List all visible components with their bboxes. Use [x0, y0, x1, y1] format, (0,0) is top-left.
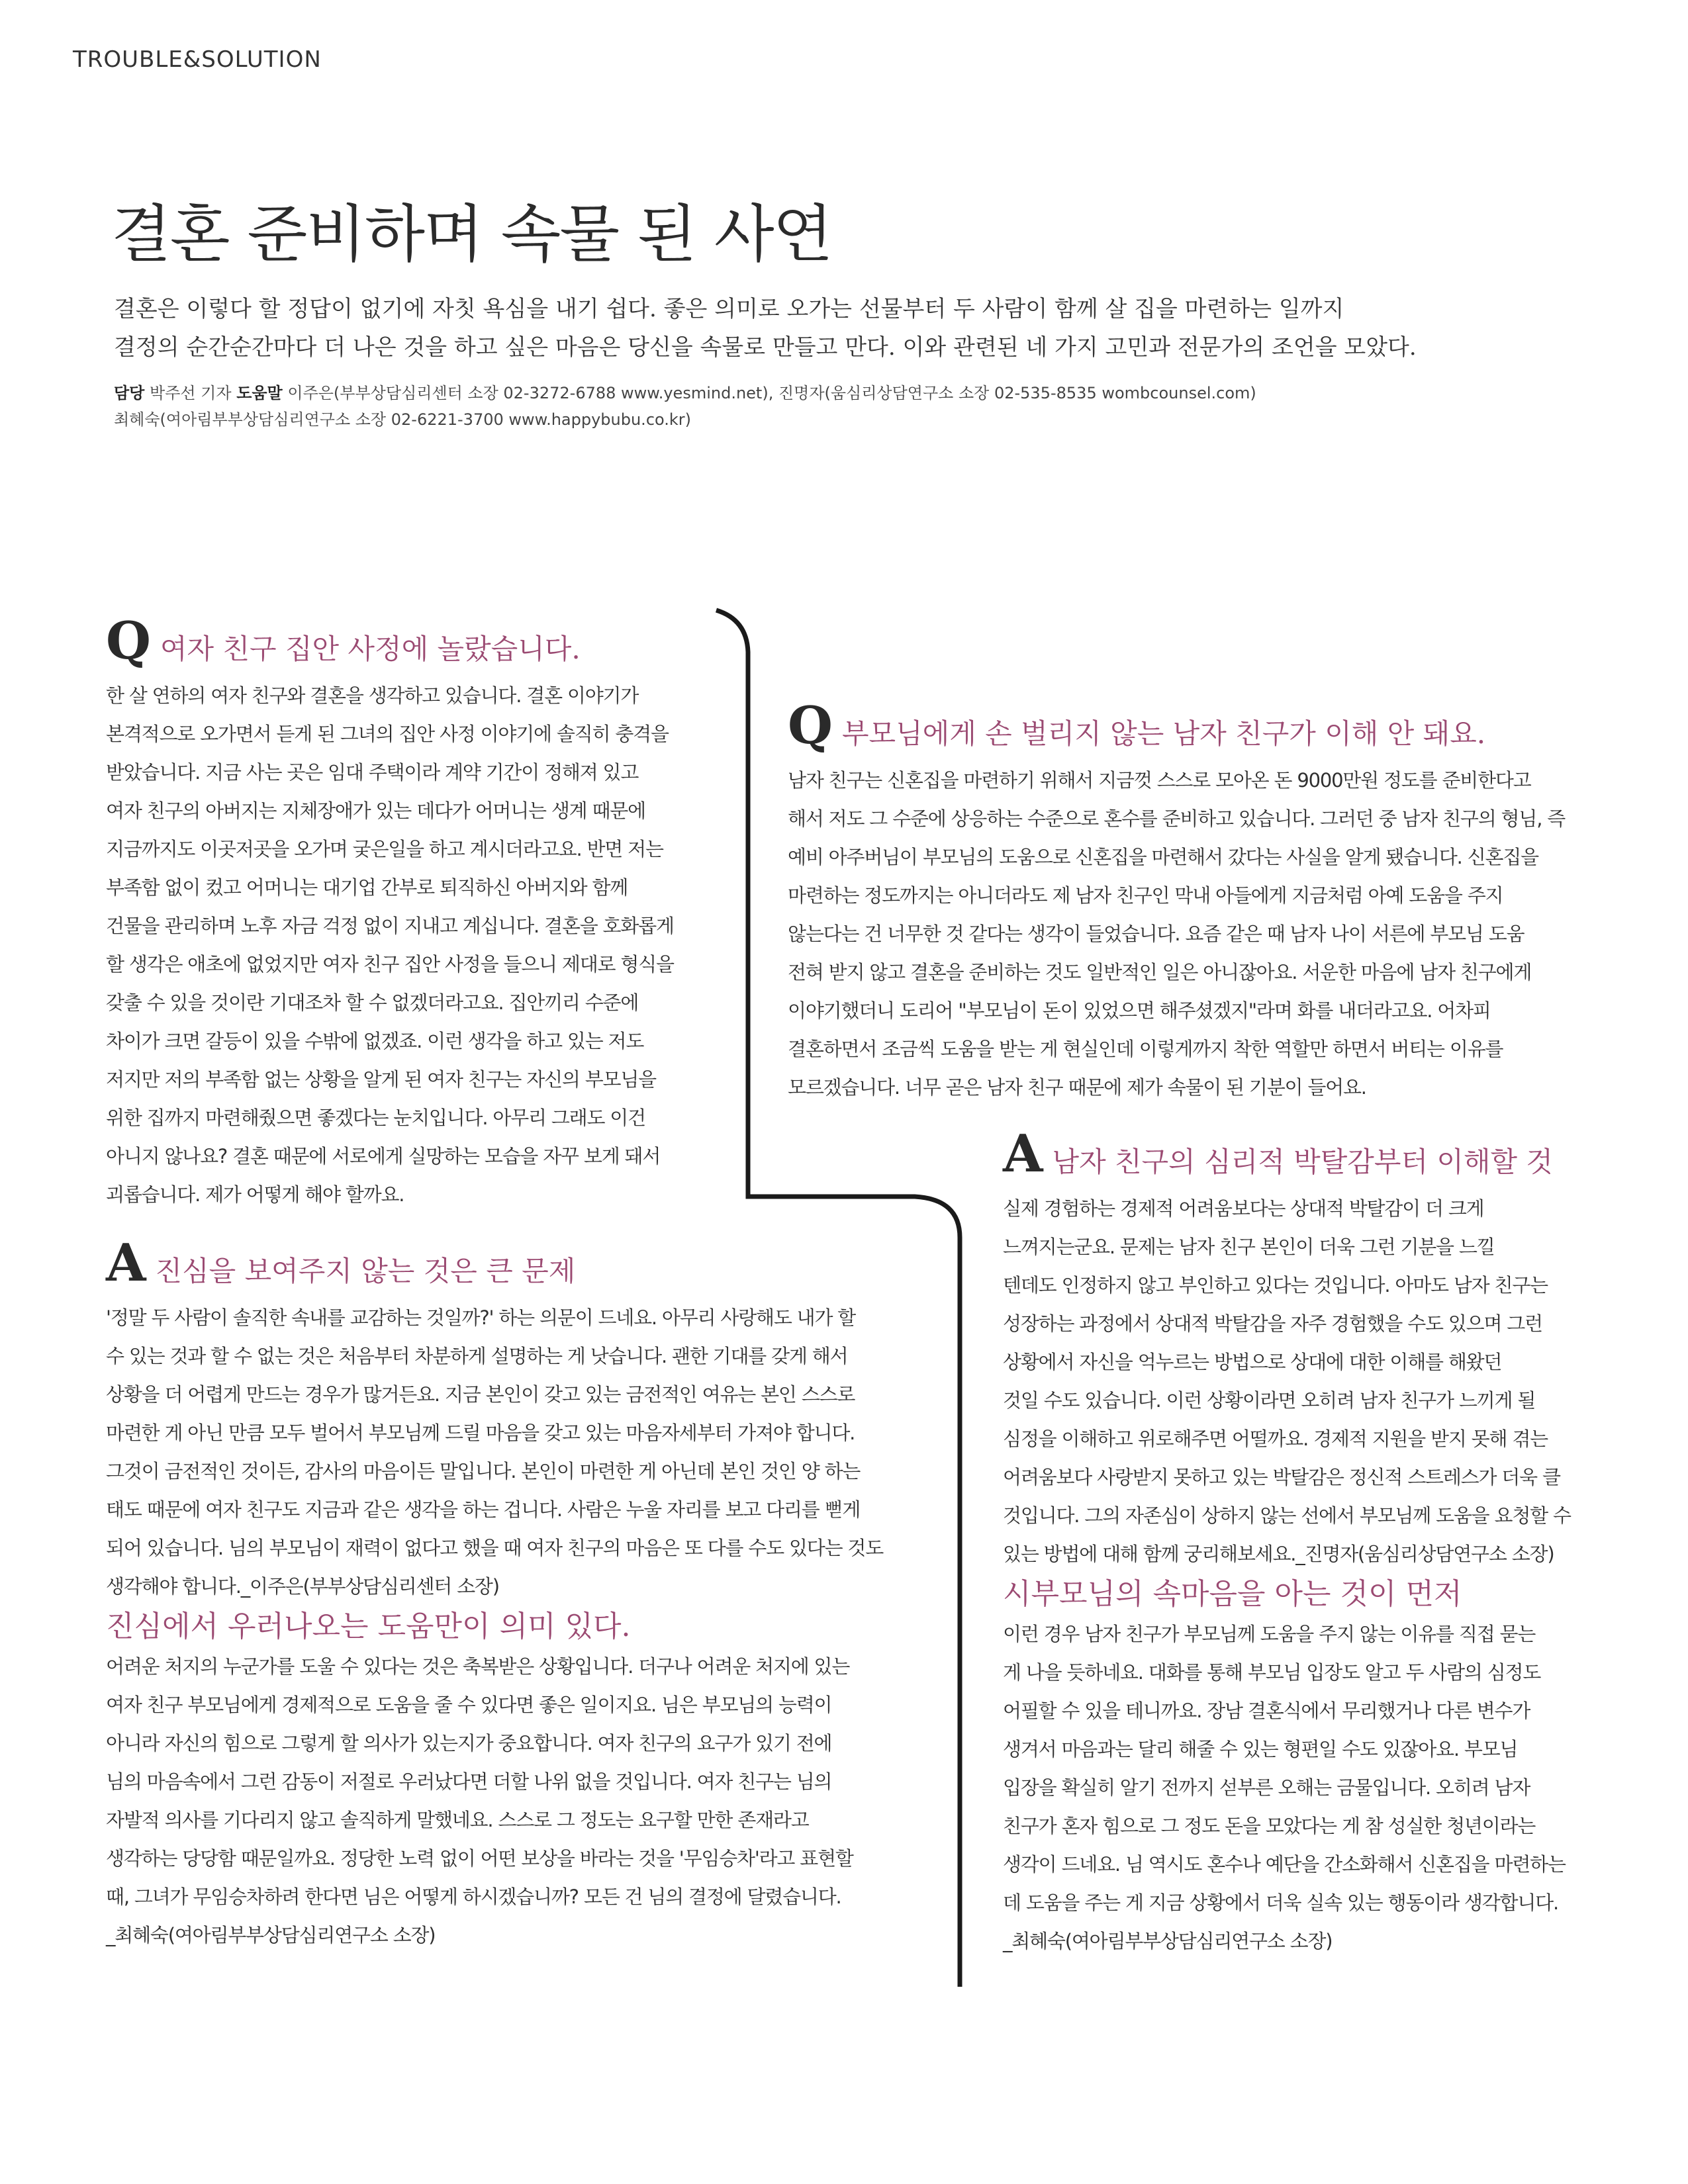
- body-line: 생겨서 마음과는 달리 해줄 수 있는 형편일 수도 있잖아요. 부모님: [1003, 1737, 1518, 1760]
- credits-editor: 박주선 기자: [144, 384, 237, 402]
- answer-1-title: 진심을 보여주지 않는 것은 큰 문제: [155, 1255, 576, 1287]
- question-2: [788, 696, 1566, 1107]
- body-line: 마련한 게 아닌 만큼 모두 벌어서 부모님께 드릴 마음을 갖고 있는 마음자세부터 가져야 합니다.: [106, 1422, 855, 1444]
- answer-1-subheading: 진심에서 우러나오는 도움만이 의미 있다.: [106, 1610, 631, 1643]
- body-line: 것일 수도 있습니다. 이런 상황이라면 오히려 남자 친구가 느끼게 될: [1003, 1389, 1536, 1412]
- question-2-heading: [788, 696, 1565, 756]
- answer-2-body-2: [1003, 1615, 1571, 1960]
- body-line: 친구가 혼자 힘으로 그 정도 돈을 모았다는 게 참 성실한 청년이라는: [1003, 1814, 1536, 1837]
- question-1-title: 여자 친구 집안 사정에 놀랐습니다.: [160, 633, 581, 665]
- question-marker: Q: [788, 696, 833, 756]
- body-line: 느껴지는군요. 문제는 남자 친구 본인이 더욱 그런 기분을 느낄: [1003, 1236, 1495, 1258]
- body-line: 이런 경우 남자 친구가 부모님께 도움을 주지 않는 이유를 직접 묻는: [1003, 1622, 1536, 1645]
- body-line: 갖출 수 있을 것이란 기대조차 할 수 없겠더라고요. 집안끼리 수준에: [106, 991, 639, 1014]
- answer-1-body: [106, 1298, 883, 1606]
- question-1: [106, 611, 674, 1214]
- body-line: 예비 아주버님이 부모님의 도움으로 신혼집을 마련해서 갔다는 사실을 알게 됐습니다. 신혼집을: [788, 846, 1538, 868]
- body-line: 그것이 금전적인 것이든, 감사의 마음이든 말입니다. 본인이 마련한 게 아닌데 본인 것인 양 하는: [106, 1460, 861, 1482]
- intro-line: 결혼은 이렇다 할 정답이 없기에 자칫 욕심을 내기 쉽다. 좋은 의미로 오가는 선물부터 두 사람이 함께 살 집을 마련하는 일까지: [114, 296, 1344, 322]
- body-line: 위한 집까지 마련해줬으면 좋겠다는 눈치입니다. 아무리 그래도 이건: [106, 1107, 645, 1129]
- body-line: 건물을 관리하며 노후 자금 걱정 없이 지내고 계십니다. 결혼을 호화롭게: [106, 915, 674, 937]
- body-line: 데 도움을 주는 게 지금 상황에서 더욱 실속 있는 행동이라 생각합니다.: [1003, 1891, 1558, 1914]
- body-line: 게 나을 듯하네요. 대화를 통해 부모님 입장도 알고 두 사람의 심정도: [1003, 1661, 1541, 1684]
- body-line: 지금까지도 이곳저곳을 오가며 궂은일을 하고 계시더라고요. 반면 저는: [106, 838, 663, 860]
- body-line: 마련하는 정도까지는 아니더라도 제 남자 친구인 막내 아들에게 지금처럼 아예 도움을 주지: [788, 884, 1503, 907]
- answer-1-heading: [106, 1233, 883, 1293]
- body-line: 모르겠습니다. 너무 곧은 남자 친구 때문에 제가 속물이 된 기분이 들어요.: [788, 1076, 1366, 1099]
- body-line: 자발적 의사를 기다리지 않고 솔직하게 말했네요. 스스로 그 정도는 요구할 만한 존재라고: [106, 1808, 809, 1831]
- body-line: 상황에서 자신을 억누르는 방법으로 상대에 대한 이해를 해왔던: [1003, 1351, 1502, 1373]
- question-2-body: [788, 761, 1565, 1107]
- body-line: 여자 친구 부모님에게 경제적으로 도움을 줄 수 있다면 좋은 일이지요. 님은 부모님의 능력이: [106, 1693, 832, 1716]
- body-line: 할 생각은 애초에 없었지만 여자 친구 집안 사정을 들으니 제대로 형식을: [106, 953, 674, 976]
- body-line: 부족함 없이 컸고 어머니는 대기업 간부로 퇴직하신 아버지와 함께: [106, 876, 628, 899]
- body-line: 저지만 저의 부족함 없는 상황을 알게 된 여자 친구는 자신의 부모님을: [106, 1068, 656, 1091]
- body-line: 있는 방법에 대해 함께 궁리해보세요._진명자(움심리상담연구소 소장): [1003, 1543, 1554, 1565]
- body-line: 해서 저도 그 수준에 상응하는 수준으로 혼수를 준비하고 있습니다. 그러던 중 남자 친구의 형님, 즉: [788, 807, 1566, 830]
- answer-2-body: [1003, 1189, 1571, 1573]
- body-line: 않는다는 건 너무한 것 같다는 생각이 들었습니다. 요즘 같은 때 남자 나이 서른에 부모님 도움: [788, 923, 1524, 945]
- body-line: 한 살 연하의 여자 친구와 결혼을 생각하고 있습니다. 결혼 이야기가: [106, 684, 639, 707]
- body-line: 어려운 처지의 누군가를 도울 수 있다는 것은 축복받은 상황입니다. 더구나 어려운 처지에 있는: [106, 1655, 850, 1678]
- body-line: 상황을 더 어렵게 만드는 경우가 많거든요. 지금 본인이 갖고 있는 금전적인 여유는 본인 스스로: [106, 1383, 855, 1406]
- body-line: 텐데도 인정하지 않고 부인하고 있다는 것입니다. 아마도 남자 친구는: [1003, 1274, 1548, 1297]
- body-line: 괴롭습니다. 제가 어떻게 해야 할까요.: [106, 1183, 404, 1206]
- body-line: 결혼하면서 조금씩 도움을 받는 게 현실인데 이렇게까지 착한 역할만 하면서 버티는 이유를: [788, 1038, 1503, 1060]
- credits-editor-label: 담당: [114, 384, 145, 402]
- question-marker: Q: [106, 611, 151, 671]
- body-line: 것입니다. 그의 자존심이 상하지 않는 선에서 부모님께 도움을 요청할 수: [1003, 1504, 1571, 1527]
- body-line: 전혀 받지 않고 결혼을 준비하는 것도 일반적인 일은 아니잖아요. 서운한 마음에 남자 친구에게: [788, 961, 1532, 983]
- body-line: _최혜숙(여아림부부상담심리연구소 소장): [106, 1923, 436, 1946]
- body-line: _최혜숙(여아림부부상담심리연구소 소장): [1003, 1929, 1333, 1952]
- body-line: 실제 경험하는 경제적 어려움보다는 상대적 박탈감이 더 크게: [1003, 1197, 1484, 1220]
- body-line: 수 있는 것과 할 수 없는 것은 처음부터 차분하게 설명하는 게 낫습니다. 괜한 기대를 갖게 해서: [106, 1345, 848, 1367]
- answer-2-title: 남자 친구의 심리적 박탈감부터 이해할 것: [1052, 1146, 1554, 1178]
- body-line: 아니라 자신의 힘으로 그렇게 할 의사가 있는지가 중요합니다. 여자 친구의 요구가 있기 전에: [106, 1731, 832, 1754]
- body-line: 남자 친구는 신혼집을 마련하기 위해서 지금껏 스스로 모아온 돈 9000만원 정도를 준비한다고: [788, 769, 1531, 792]
- body-line: 심정을 이해하고 위로해주면 어떨까요. 경제적 지원을 받지 못해 겪는: [1003, 1428, 1548, 1450]
- body-line: 받았습니다. 지금 사는 곳은 임대 주택이라 계약 기간이 정해져 있고: [106, 761, 639, 784]
- body-line: 생각하는 당당함 때문일까요. 정당한 노력 없이 어떤 보상을 바라는 것을 '무임승차'라고 표현할: [106, 1846, 853, 1870]
- body-line: 입장을 확실히 알기 전까지 섣부른 오해는 금물입니다. 오히려 남자: [1003, 1776, 1530, 1799]
- body-line: 성장하는 과정에서 상대적 박탈감을 자주 경험했을 수도 있으며 그런: [1003, 1312, 1542, 1335]
- credits-help-label: 도움말: [236, 384, 283, 402]
- body-line: 어필할 수 있을 테니까요. 장남 결혼식에서 무리했거나 다른 변수가: [1003, 1699, 1530, 1722]
- question-1-body: [106, 676, 674, 1214]
- answer-2-heading: [1003, 1124, 1571, 1184]
- answer-1: [106, 1233, 884, 1954]
- credits-line: 최혜숙(여아림부부상담심리연구소 소장 02-6221-3700 www.happybubu.co.kr): [114, 410, 692, 429]
- body-line: 태도 때문에 여자 친구도 지금과 같은 생각을 하는 겁니다. 사람은 누울 자리를 보고 다리를 뻗게: [106, 1498, 861, 1521]
- intro-line: 결정의 순간순간마다 더 나은 것을 하고 싶은 마음은 당신을 속물로 만들고 만다. 이와 관련된 네 가지 고민과 전문가의 조언을 모았다.: [114, 334, 1417, 361]
- answer-2: [1003, 1124, 1571, 1960]
- body-line: 여자 친구의 아버지는 지체장애가 있는 데다가 어머니는 생계 때문에: [106, 799, 645, 822]
- body-line: 되어 있습니다. 님의 부모님이 재력이 없다고 했을 때 여자 친구의 마음은 또 다를 수도 있다는 것도: [106, 1537, 884, 1559]
- credits-help: 이주은(부부상담심리센터 소장 02-3272-6788 www.yesmind.net), 진명자(움심리상담연구소 소장 02-535-8535 wombcounsel.com): [282, 384, 1256, 402]
- body-line: 생각해야 합니다._이주은(부부상담심리센터 소장): [106, 1575, 499, 1598]
- body-line: 차이가 크면 갈등이 있을 수밖에 없겠죠. 이런 생각을 하고 있는 저도: [106, 1030, 644, 1052]
- answer-2-subheading: 시부모님의 속마음을 아는 것이 먼저: [1003, 1577, 1462, 1611]
- page-title: 결혼 준비하며 속물 된 사연: [111, 199, 832, 271]
- question-2-title: 부모님에게 손 벌리지 않는 남자 친구가 이해 안 돼요.: [841, 717, 1486, 750]
- body-line: 어려움보다 사랑받지 못하고 있는 박탈감은 정신적 스트레스가 더욱 클: [1003, 1466, 1560, 1488]
- answer-marker: A: [106, 1233, 146, 1293]
- body-line: 님의 마음속에서 그런 감동이 저절로 우러났다면 더할 나위 없을 것입니다. 여자 친구는 님의: [106, 1770, 832, 1793]
- section-label: TROUBLE&SOLUTION: [73, 46, 322, 73]
- body-line: '정말 두 사람이 솔직한 속내를 교감하는 것일까?' 하는 의문이 드네요. 아무리 사랑해도 내가 할: [106, 1306, 856, 1329]
- question-1-heading: [106, 611, 674, 671]
- body-line: 아니지 않나요? 결혼 때문에 서로에게 실망하는 모습을 자꾸 보게 돼서: [106, 1145, 661, 1167]
- answer-marker: A: [1003, 1124, 1043, 1184]
- body-line: 때, 그녀가 무임승차하려 한다면 님은 어떻게 하시겠습니까? 모든 건 님의 결정에 달렸습니다.: [106, 1885, 841, 1908]
- answer-1-body-2: [106, 1647, 883, 1954]
- body-line: 이야기했더니 도리어 "부모님이 돈이 있었으면 해주셨겠지"라며 화를 내더라고요. 어차피: [788, 999, 1491, 1022]
- body-line: 본격적으로 오가면서 듣게 된 그녀의 집안 사정 이야기에 솔직히 충격을: [106, 723, 669, 745]
- body-line: 생각이 드네요. 님 역시도 혼수나 예단을 간소화해서 신혼집을 마련하는: [1003, 1852, 1566, 1876]
